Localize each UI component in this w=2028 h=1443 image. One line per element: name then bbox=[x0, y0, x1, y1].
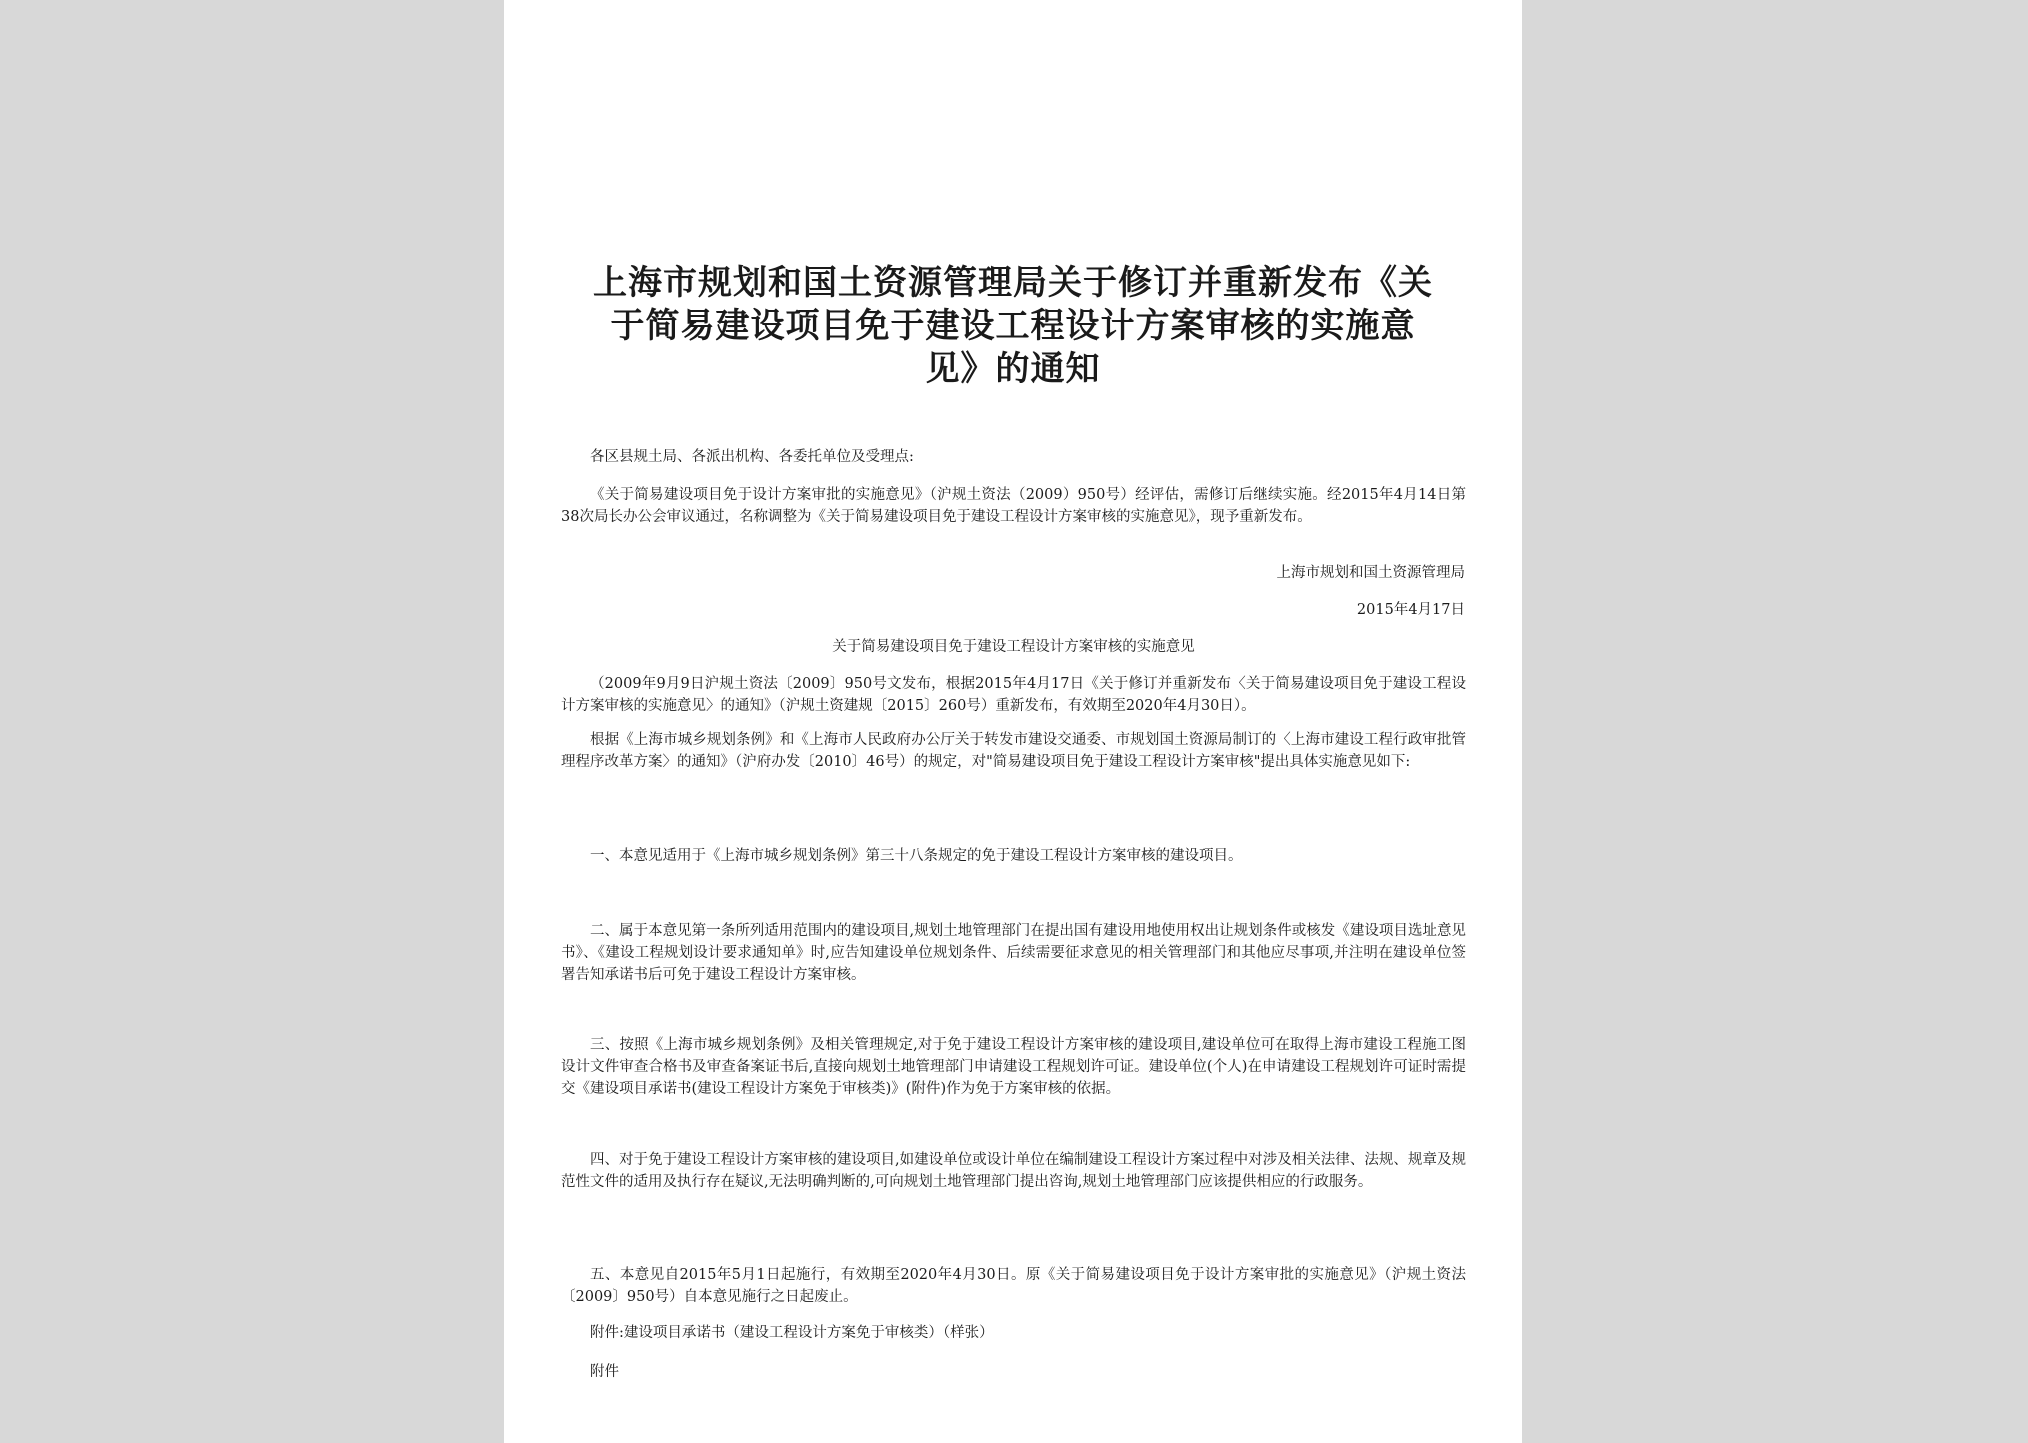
article-1: 一、本意见适用于《上海市城乡规划条例》第三十八条规定的免于建设工程设计方案审核的建设项目。 bbox=[590, 848, 1243, 864]
issue-date: 2015年4月17日 bbox=[1356, 602, 1465, 618]
title-line-3: 见》的通知 bbox=[925, 349, 1101, 389]
attachment-line: 附件:建设项目承诺书（建设工程设计方案免于审核类）（样张） bbox=[590, 1325, 994, 1341]
intro-paragraph: 《关于简易建设项目免于设计方案审批的实施意见》（沪规土资法（2009）950号）经评估，需修订后继续实施。经2015年4月14日第38次局长办公会审议通过，名称调整为《关于简易建设项目免于建设工程设计方案审核的实施意见》，现予重新发布。 bbox=[561, 487, 1466, 525]
document-page bbox=[504, 0, 1522, 1443]
issuer: 上海市规划和国土资源管理局 bbox=[1276, 565, 1465, 581]
salutation: 各区县规土局、各派出机构、各委托单位及受理点: bbox=[590, 449, 914, 465]
article-3: 三、按照《上海市城乡规划条例》及相关管理规定,对于免于建设工程设计方案审核的建设项目,建设单位可在取得上海市建设工程施工图设计文件审查合格书及审查备案证书后,直接向规划土地管理部门申请建设工程规划许可证。建设单位(个人)在申请建设工程规划许可证时需提交《建设项目承诺书(建设工程设计方案免于审核类)》(附件)作为免于方案审核的依据。 bbox=[561, 1037, 1466, 1097]
attachment-label: 附件 bbox=[590, 1364, 619, 1380]
article-4: 四、对于免于建设工程设计方案审核的建设项目,如建设单位或设计单位在编制建设工程设计方案过程中对涉及相关法律、法规、规章及规范性文件的适用及执行存在疑议,无法明确判断的,可向规划土地管理部门提出咨询,规划土地管理部门应该提供相应的行政服务。 bbox=[561, 1152, 1466, 1190]
article-5: 五、本意见自2015年5月1日起施行，有效期至2020年4月30日。原《关于简易建设项目免于设计方案审批的实施意见》（沪规土资法〔2009〕950号）自本意见施行之日起废止。 bbox=[561, 1267, 1466, 1305]
history-paragraph: （2009年9月9日沪规土资法〔2009〕950号文发布，根据2015年4月17日《关于修订并重新发布〈关于简易建设项目免于建设工程设计方案审核的实施意见〉的通知》（沪规土资建规〔2015〕260号）重新发布，有效期至2020年4月30日）。 bbox=[561, 676, 1466, 714]
article-2: 二、属于本意见第一条所列适用范围内的建设项目,规划土地管理部门在提出国有建设用地使用权出让规划条件或核发《建设项目选址意见书》、《建设工程规划设计要求通知单》时,应告知建设单位规划条件、后续需要征求意见的相关管理部门和其他应尽事项,并注明在建设单位签署告知承诺书后可免于建设工程设计方案审核。 bbox=[561, 923, 1466, 983]
title-line-1: 上海市规划和国土资源管理局关于修订并重新发布《关 bbox=[593, 263, 1433, 303]
document-subtitle: 关于简易建设项目免于建设工程设计方案审核的实施意见 bbox=[832, 639, 1195, 655]
document-title bbox=[564, 262, 1462, 391]
title-line-2: 于简易建设项目免于建设工程设计方案审核的实施意 bbox=[610, 306, 1416, 346]
basis-paragraph: 根据《上海市城乡规划条例》和《上海市人民政府办公厅关于转发市建设交通委、市规划国土资源局制订的〈上海市建设工程行政审批管理程序改革方案〉的通知》（沪府办发〔2010〕46号）的规定，对"简易建设项目免于建设工程设计方案审核"提出具体实施意见如下: bbox=[561, 732, 1466, 770]
